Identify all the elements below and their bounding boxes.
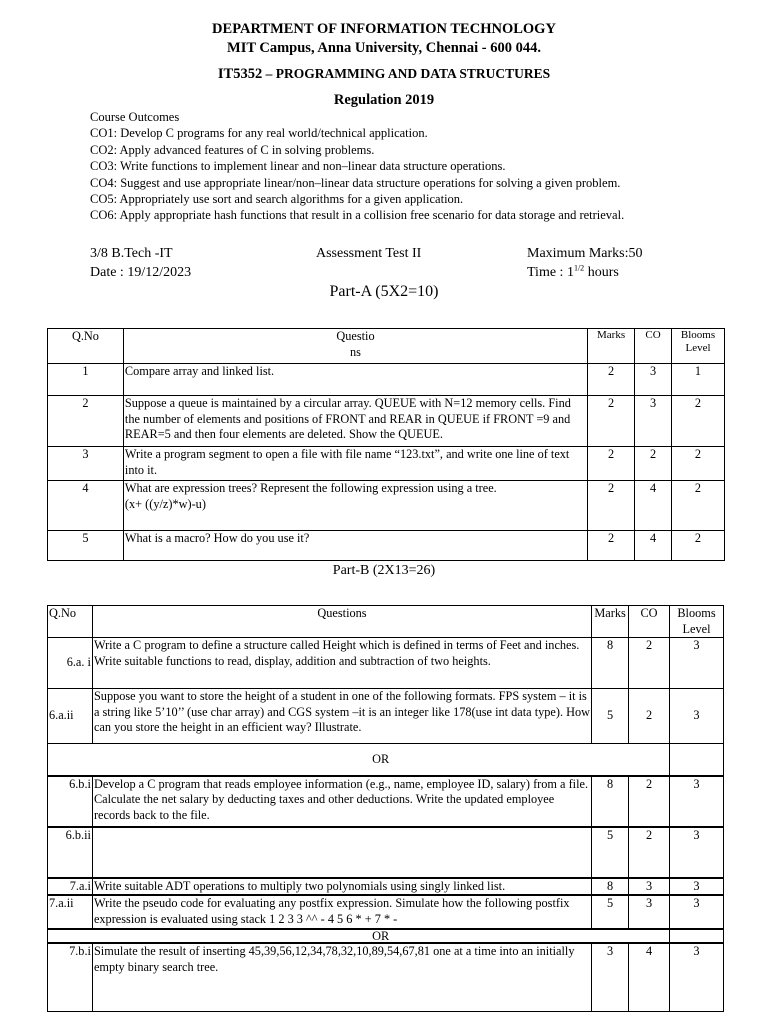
co-cell: 4 (629, 943, 670, 1011)
qno-cell: 7.a.i (48, 878, 93, 896)
qno-cell: 7.b.i (48, 943, 93, 1011)
header-marks: Marks (592, 606, 629, 638)
campus-line: MIT Campus, Anna University, Chennai - 600 044. (227, 40, 541, 56)
course-code: IT5352 (217, 66, 263, 82)
marks-cell: 8 (592, 878, 629, 896)
department-title: DEPARTMENT OF INFORMATION TECHNOLOGY (212, 21, 556, 37)
co-cell: 2 (629, 776, 670, 827)
blooms-cell: 3 (670, 878, 724, 896)
co-cell: 3 (629, 895, 670, 929)
qno-cell: 3 (48, 447, 124, 481)
class-label: 3/8 B.Tech -IT (90, 246, 173, 261)
blooms-cell: 2 (672, 481, 725, 531)
part-a-table (47, 328, 725, 561)
co-cell: 2 (629, 827, 670, 878)
test-name: Assessment Test II (316, 246, 422, 261)
part-b-title: Part-B (2X13=26) (332, 563, 436, 578)
table-row (48, 481, 725, 531)
marks-cell: 3 (592, 943, 629, 1011)
question-cell (123, 481, 587, 531)
course-outcome-item: CO3: Write functions to implement linear and non–linear data structure operations. (90, 159, 506, 174)
table-row (48, 447, 725, 481)
table-row (48, 895, 724, 929)
question-line: What are expression trees? Represent the following expression using a tree. (124, 481, 497, 495)
table-row (48, 827, 724, 878)
or-spacer (48, 929, 93, 943)
question-cell: Write a program segment to open a file with file name “123.txt”, and write one line of text into it. (123, 447, 587, 481)
question-cell: Simulate the result of inserting 45,39,56,12,34,78,32,10,89,54,67,81 one at a time into an initially empty binary search tree. (92, 943, 591, 1011)
co-cell: 2 (629, 689, 670, 744)
or-label: OR (92, 744, 669, 776)
course-name: – PROGRAMMING AND DATA STRUCTURES (262, 66, 551, 81)
or-spacer (48, 744, 93, 776)
header-blooms-line1: Blooms (680, 329, 716, 341)
course-outcomes (90, 109, 750, 224)
blooms-cell: 3 (670, 895, 724, 929)
or-label: OR (92, 929, 669, 943)
blooms-cell: 3 (670, 638, 724, 689)
header-qno: Q.No (48, 329, 124, 364)
header-qno: Q.No (48, 606, 93, 638)
or-spacer (670, 929, 724, 943)
expression-line: (x+ ((y/z)*w)-u) (124, 496, 206, 511)
time-suffix: hours (584, 265, 619, 280)
table-row (48, 689, 724, 744)
marks-cell: 8 (592, 638, 629, 689)
marks-cell: 2 (588, 364, 635, 396)
qno-cell: 6.b.ii (48, 827, 93, 878)
course-outcomes-title: Course Outcomes (90, 110, 180, 124)
qno-cell: 2 (48, 396, 124, 447)
co-cell: 2 (629, 638, 670, 689)
question-cell: Write suitable ADT operations to multiply two polynomials using singly linked list. (92, 878, 591, 896)
max-marks: Maximum Marks:50 (527, 246, 643, 261)
question-cell (92, 827, 591, 878)
header-co: CO (629, 606, 670, 638)
question-cell: Suppose a queue is maintained by a circular array. QUEUE with N=12 memory cells. Find the number of elements and positions of FRONT and REAR in QUEUE if FRONT =9 and REAR=5 and then four elements are deleted. Show the QUEUE. (123, 396, 587, 447)
or-row (48, 929, 724, 943)
or-spacer (670, 744, 724, 776)
or-row (48, 744, 724, 776)
qno-cell: 6.a. i (48, 638, 93, 689)
regulation: Regulation 2019 (333, 92, 435, 108)
marks-cell: 8 (592, 776, 629, 827)
marks-cell: 2 (588, 447, 635, 481)
course-outcome-item: CO2: Apply advanced features of C in solving problems. (90, 142, 375, 157)
qno-cell: 6.a.ii (48, 689, 93, 744)
blooms-cell: 3 (670, 776, 724, 827)
course-outcome-item: CO4: Suggest and use appropriate linear/non–linear data structure operations for solving a given problem. (90, 175, 621, 190)
question-cell: Write a C program to define a structure called Height which is defined in terms of Feet and inches. Write suitable functions to read, display, addition and subtraction of two heights. (92, 638, 591, 689)
marks-cell: 2 (588, 481, 635, 531)
marks-cell: 5 (592, 827, 629, 878)
header-blooms (670, 606, 724, 638)
qno-cell: 1 (48, 364, 124, 396)
qno-cell: 6.b.i (48, 776, 93, 827)
blooms-cell: 2 (672, 396, 725, 447)
marks-cell: 5 (592, 689, 629, 744)
question-cell: Develop a C program that reads employee information (e.g., name, employee ID, salary) from a file. Calculate the net salary by deducting taxes and other deductions. Write the updated employee records back to the file. (92, 776, 591, 827)
header-co: CO (635, 329, 672, 364)
question-cell: Write the pseudo code for evaluating any postfix expression. Simulate how the following postfix expression is evaluated using stack 1 2 3 3 ^^ - 4 5 6 * + 7 * - (92, 895, 591, 929)
marks-cell: 5 (592, 895, 629, 929)
time-duration (527, 265, 619, 281)
header-blooms-line2: Level (682, 621, 711, 636)
course-title (0, 66, 768, 83)
question-cell: What is a macro? How do you use it? (123, 531, 587, 561)
table-row (48, 396, 725, 447)
blooms-cell: 3 (670, 689, 724, 744)
header-questions: Questions (92, 606, 591, 638)
time-fraction: 1/2 (573, 263, 585, 273)
blooms-cell: 1 (672, 364, 725, 396)
blooms-cell: 2 (672, 531, 725, 561)
blooms-cell: 3 (670, 943, 724, 1011)
part-a-title: Part-A (5X2=10) (329, 283, 439, 300)
course-outcome-item: CO6: Apply appropriate hash functions that result in a collision free scenario for data storage and retrieval. (90, 208, 625, 223)
qno-cell: 5 (48, 531, 124, 561)
table-row (48, 638, 724, 689)
co-cell: 2 (635, 447, 672, 481)
header-marks: Marks (588, 329, 635, 364)
part-b-table (47, 605, 724, 1012)
table-row (48, 776, 724, 827)
blooms-cell: 3 (670, 827, 724, 878)
table-header-row (48, 329, 725, 364)
header-blooms-line2: Level (685, 342, 711, 354)
header-blooms (672, 329, 725, 364)
co-cell: 4 (635, 481, 672, 531)
table-row (48, 364, 725, 396)
header-blooms-line1: Blooms (677, 606, 716, 620)
table-row (48, 531, 725, 561)
course-outcome-item: CO1: Develop C programs for any real world/technical application. (90, 126, 428, 141)
marks-cell: 2 (588, 396, 635, 447)
header-questions-line1: Questio (336, 329, 375, 343)
table-row (48, 943, 724, 1011)
exam-date: Date : 19/12/2023 (90, 265, 192, 280)
co-cell: 3 (635, 396, 672, 447)
question-cell: Suppose you want to store the height of a student in one of the following formats. FPS system – it is a string like 5’10’’ (use char array) and CGS system –it is an integer like 178(use int data type). How can you store the height in an efficient way? Illustrate. (92, 689, 591, 744)
table-header-row (48, 606, 724, 638)
qno-cell: 4 (48, 481, 124, 531)
co-cell: 3 (635, 364, 672, 396)
qno-cell: 7.a.ii (48, 895, 93, 929)
table-row (48, 878, 724, 896)
question-cell: Compare array and linked list. (123, 364, 587, 396)
co-cell: 3 (629, 878, 670, 896)
marks-cell: 2 (588, 531, 635, 561)
course-outcome-item: CO5: Appropriately use sort and search algorithms for a given application. (90, 192, 464, 207)
co-cell: 4 (635, 531, 672, 561)
time-prefix: Time : 1 (527, 265, 574, 280)
header-questions (123, 329, 587, 364)
header-questions-line2: ns (350, 344, 361, 359)
blooms-cell: 2 (672, 447, 725, 481)
